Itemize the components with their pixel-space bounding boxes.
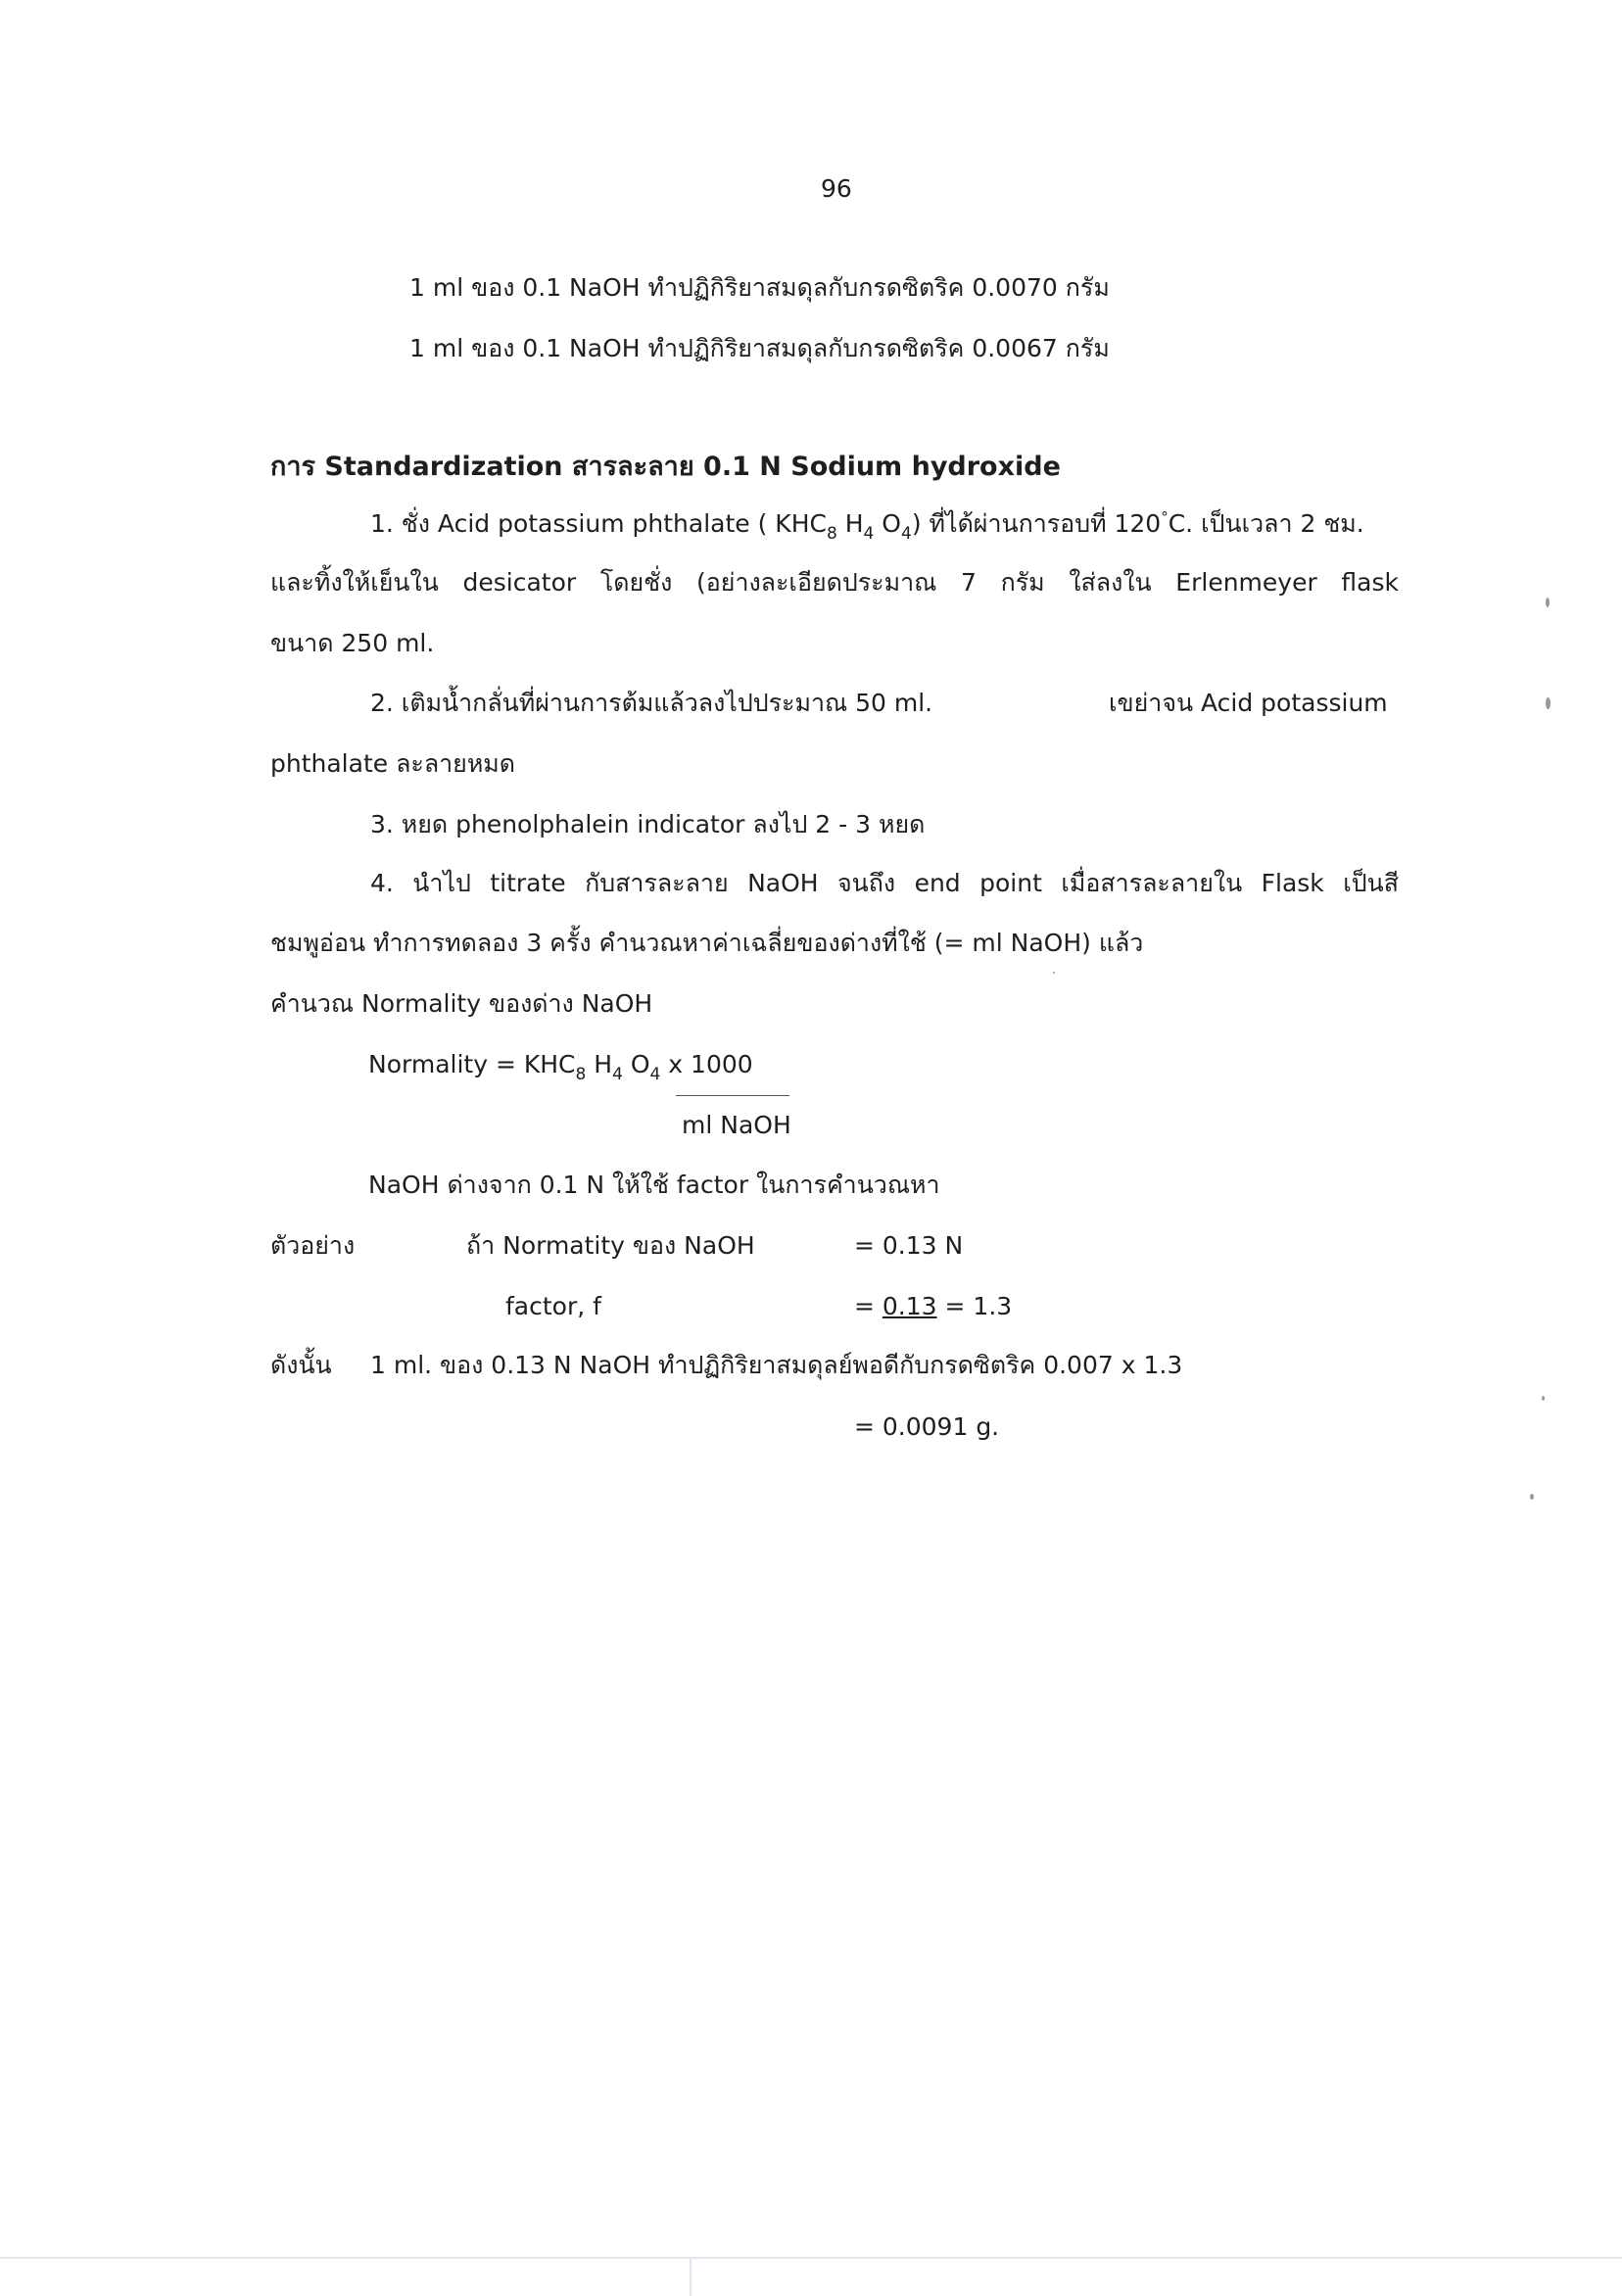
- formula-rest: x 1000: [660, 1050, 753, 1078]
- scan-speck: [1053, 972, 1055, 974]
- formula-numerator: [368, 1048, 753, 1084]
- factor-underlined: 0.13: [882, 1292, 937, 1320]
- scan-speck: [1546, 697, 1550, 709]
- step1-text-o: O: [874, 509, 901, 538]
- factor-eq: =: [854, 1292, 883, 1320]
- formula-h: H: [586, 1050, 613, 1078]
- step2-line-1b: เขย่าจน Acid potassium: [1109, 689, 1388, 717]
- factor-rest: = 1.3: [936, 1292, 1013, 1320]
- formula-denominator: ml NaOH: [682, 1111, 791, 1139]
- fraction-bar: [676, 1095, 789, 1096]
- example-label: ตัวอย่าง: [270, 1231, 356, 1260]
- step1-text-a: 1. ชั่ง Acid potassium phthalate ( KHC: [370, 509, 827, 538]
- step4-line-3: คำนวณ Normality ของด่าง NaOH: [270, 989, 653, 1018]
- formula-lhs: Normality = KHC: [368, 1050, 576, 1078]
- conclusion-result: = 0.0091 g.: [854, 1412, 1000, 1441]
- formula-o: O: [622, 1050, 650, 1078]
- formula-subscript-4b: 4: [649, 1065, 661, 1084]
- step3-line-1: 3. หยด phenolphalein indicator ลงไป 2 - 3 หยด: [370, 810, 926, 838]
- scan-speck: [1542, 1396, 1545, 1401]
- step4-line-1: 4. นำไป titrate กับสารละลาย NaOH จนถึง end point เมื่อสารละลายใน Flask เป็นสี: [370, 869, 1399, 897]
- formula-subscript-4: 4: [612, 1065, 623, 1084]
- step1-text-h: H: [836, 509, 864, 538]
- page-number: 96: [821, 174, 852, 203]
- scan-speck: [1546, 598, 1550, 607]
- intro-line-1: 1 ml ของ 0.1 NaOH ทำปฏิกิริยาสมดุลกับกรดซิตริค 0.0070 กรัม: [409, 273, 1110, 302]
- intro-line-2: 1 ml ของ 0.1 NaOH ทำปฏิกิริยาสมดุลกับกรดซิตริค 0.0067 กรัม: [409, 334, 1110, 362]
- step1-text-c: C. เป็นเวลา 2 ชม.: [1168, 509, 1364, 538]
- subscript-4b: 4: [900, 524, 912, 544]
- formula-subscript-8: 8: [575, 1065, 587, 1084]
- step2-line-2: phthalate ละลายหมด: [270, 749, 516, 778]
- scan-speck: [1530, 1494, 1534, 1500]
- subscript-4: 4: [863, 524, 875, 544]
- step1-line-1: [370, 507, 1364, 544]
- factor-value: [854, 1290, 1012, 1323]
- example-condition: ถ้า Normatity ของ NaOH: [466, 1231, 755, 1260]
- scan-edge-mark: [690, 2259, 692, 2296]
- section-heading: การ Standardization สารละลาย 0.1 N Sodium hydroxide: [270, 452, 1061, 482]
- example-value-1: = 0.13 N: [854, 1231, 964, 1260]
- scan-edge-bottom: [0, 2257, 1622, 2259]
- step2-line-1a: 2. เติมน้ำกลั่นที่ผ่านการต้มแล้วลงไปประมาณ 50 ml.: [370, 689, 933, 717]
- step1-line-2: และทิ้งให้เย็นใน desicator โดยชั่ง (อย่างละเอียดประมาณ 7 กรัม ใส่ลงใน Erlenmeyer flask: [270, 568, 1399, 597]
- factor-note: NaOH ด่างจาก 0.1 N ให้ใช้ factor ในการคำนวณหา: [368, 1171, 940, 1199]
- degree-sign: °: [1161, 508, 1169, 526]
- conclusion-text: 1 ml. ของ 0.13 N NaOH ทำปฏิกิริยาสมดุลย์พอดีกับกรดซิตริค 0.007 x 1.3: [370, 1351, 1183, 1379]
- subscript-8: 8: [826, 524, 837, 544]
- step1-line-3: ขนาด 250 ml.: [270, 629, 435, 657]
- step1-text-b: ) ที่ได้ผ่านการอบที่ 120: [911, 509, 1162, 538]
- step4-line-2: ชมพูอ่อน ทำการทดลอง 3 ครั้ง คำนวณหาค่าเฉลี่ยของด่างที่ใช้ (= ml NaOH) แล้ว: [270, 929, 1144, 957]
- conclusion-label: ดังนั้น: [270, 1351, 332, 1379]
- factor-label: factor, f: [505, 1292, 601, 1320]
